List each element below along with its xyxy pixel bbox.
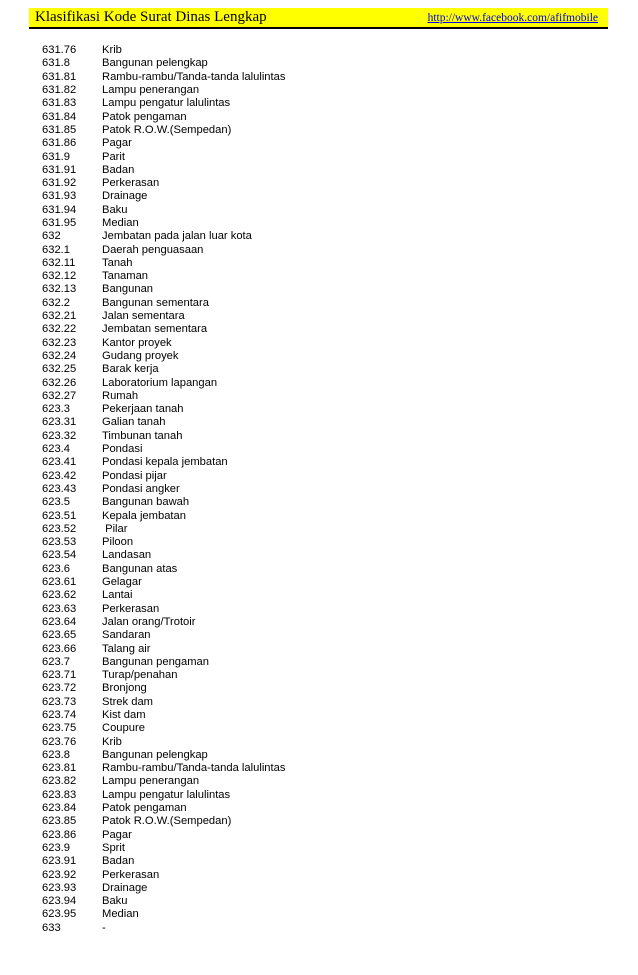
list-item bbox=[42, 855, 602, 868]
classification-label: Bangunan pengaman bbox=[102, 655, 209, 668]
list-item bbox=[42, 522, 602, 535]
list-item bbox=[42, 562, 602, 575]
list-item bbox=[42, 841, 602, 854]
list-item bbox=[42, 655, 602, 668]
list-item bbox=[42, 203, 602, 216]
classification-label: Daerah penguasaan bbox=[102, 243, 204, 256]
list-item bbox=[42, 615, 602, 628]
classification-label: Tanah bbox=[102, 256, 133, 269]
classification-code: 623.42 bbox=[42, 469, 77, 482]
classification-code: 632.25 bbox=[42, 363, 77, 376]
classification-code: 623.84 bbox=[42, 802, 77, 815]
facebook-link[interactable]: http://www.facebook.com/afifmobile bbox=[427, 11, 598, 24]
classification-code: 623.52 bbox=[42, 522, 77, 535]
list-item bbox=[42, 496, 602, 509]
classification-label: Kist dam bbox=[102, 708, 146, 721]
classification-code: 632.23 bbox=[42, 336, 77, 349]
list-item bbox=[42, 296, 602, 309]
list-item bbox=[42, 456, 602, 469]
list-item bbox=[42, 895, 602, 908]
classification-label: Perkerasan bbox=[102, 602, 160, 615]
classification-label: Rambu-rambu/Tanda-tanda lalulintas bbox=[102, 762, 286, 775]
list-item bbox=[42, 97, 602, 110]
list-item bbox=[42, 416, 602, 429]
classification-label: Timbunan tanah bbox=[102, 429, 183, 442]
list-item bbox=[42, 150, 602, 163]
classification-code: 623.92 bbox=[42, 868, 77, 881]
list-item bbox=[42, 482, 602, 495]
classification-label: Lampu pengatur lalulintas bbox=[102, 788, 231, 801]
classification-label: Pondasi bbox=[102, 443, 143, 456]
classification-code: 623.51 bbox=[42, 509, 77, 522]
list-item bbox=[42, 668, 602, 681]
classification-list bbox=[42, 44, 602, 935]
list-item bbox=[42, 137, 602, 150]
classification-code: 631.84 bbox=[42, 110, 77, 123]
classification-label: Lantai bbox=[102, 589, 133, 602]
classification-code: 623.62 bbox=[42, 589, 77, 602]
classification-label: Drainage bbox=[102, 190, 148, 203]
classification-code: 632.2 bbox=[42, 296, 70, 309]
classification-code: 623.81 bbox=[42, 762, 77, 775]
classification-code: 623.4 bbox=[42, 443, 70, 456]
classification-code: 631.91 bbox=[42, 163, 77, 176]
classification-code: 623.43 bbox=[42, 482, 77, 495]
list-item bbox=[42, 722, 602, 735]
classification-label: Pondasi pijar bbox=[102, 469, 167, 482]
list-item bbox=[42, 403, 602, 416]
classification-label: Badan bbox=[102, 855, 135, 868]
list-item bbox=[42, 243, 602, 256]
list-item bbox=[42, 336, 602, 349]
classification-code: 632.22 bbox=[42, 323, 77, 336]
classification-code: 623.85 bbox=[42, 815, 77, 828]
classification-code: 623.91 bbox=[42, 855, 77, 868]
classification-code: 631.85 bbox=[42, 123, 77, 136]
classification-label: Krib bbox=[102, 44, 122, 57]
classification-label: - bbox=[102, 921, 106, 934]
classification-code: 623.5 bbox=[42, 496, 70, 509]
classification-code: 623.61 bbox=[42, 576, 77, 589]
classification-code: 623.71 bbox=[42, 669, 77, 682]
classification-label: Jembatan pada jalan luar kota bbox=[102, 230, 252, 243]
classification-label: Median bbox=[102, 217, 139, 229]
classification-label: Baku bbox=[102, 203, 128, 216]
list-item bbox=[42, 908, 602, 921]
classification-label: Pondasi angker bbox=[102, 482, 180, 495]
list-item bbox=[42, 735, 602, 748]
list-item bbox=[42, 190, 602, 203]
classification-label: Strek dam bbox=[102, 695, 153, 708]
list-item bbox=[42, 70, 602, 83]
classification-code: 633 bbox=[42, 921, 61, 934]
classification-code: 623.93 bbox=[42, 881, 77, 894]
classification-label: Perkerasan bbox=[102, 868, 160, 881]
list-item bbox=[42, 535, 602, 548]
classification-code: 623.94 bbox=[42, 895, 77, 908]
classification-label: Piloon bbox=[102, 536, 134, 549]
classification-code: 623.6 bbox=[42, 562, 70, 575]
classification-code: 632.13 bbox=[42, 283, 77, 296]
classification-code: 623.53 bbox=[42, 536, 77, 549]
classification-code: 623.3 bbox=[42, 403, 70, 416]
classification-code: 623.7 bbox=[42, 655, 70, 668]
classification-code: 623.83 bbox=[42, 788, 77, 801]
classification-label: Patok R.O.W.(Sempedan) bbox=[102, 123, 232, 136]
classification-label: Bangunan pelengkap bbox=[102, 57, 208, 70]
classification-label: Coupure bbox=[102, 722, 145, 735]
classification-label: Barak kerja bbox=[102, 363, 159, 376]
classification-code: 623.74 bbox=[42, 708, 77, 721]
classification-code: 632.27 bbox=[42, 389, 77, 402]
classification-code: 631.86 bbox=[42, 137, 77, 150]
classification-code: 631.95 bbox=[42, 217, 77, 229]
classification-code: 623.41 bbox=[42, 456, 77, 469]
classification-code: 631.8 bbox=[42, 57, 70, 70]
classification-label: Pagar bbox=[102, 828, 132, 841]
classification-label: Baku bbox=[102, 895, 128, 908]
classification-label: Pilar bbox=[102, 522, 128, 535]
list-item bbox=[42, 363, 602, 376]
classification-code: 631.93 bbox=[42, 190, 77, 203]
list-item bbox=[42, 469, 602, 482]
list-item bbox=[42, 602, 602, 615]
list-item bbox=[42, 775, 602, 788]
list-item bbox=[42, 575, 602, 588]
list-item bbox=[42, 549, 602, 562]
list-item bbox=[42, 682, 602, 695]
list-item bbox=[42, 83, 602, 96]
list-item bbox=[42, 163, 602, 176]
classification-label: Bangunan pelengkap bbox=[102, 748, 208, 761]
classification-label: Turap/penahan bbox=[102, 669, 178, 682]
classification-code: 623.73 bbox=[42, 695, 77, 708]
classification-code: 632 bbox=[42, 230, 61, 243]
classification-label: Rambu-rambu/Tanda-tanda lalulintas bbox=[102, 70, 286, 83]
classification-label: Landasan bbox=[102, 549, 152, 562]
classification-code: 632.24 bbox=[42, 349, 77, 362]
classification-label: Laboratorium lapangan bbox=[102, 376, 218, 389]
list-item bbox=[42, 429, 602, 442]
classification-code: 623.66 bbox=[42, 642, 77, 655]
classification-label: Pekerjaan tanah bbox=[102, 403, 184, 416]
classification-label: Drainage bbox=[102, 881, 148, 894]
classification-code: 623.95 bbox=[42, 908, 77, 921]
list-item bbox=[42, 176, 602, 189]
list-item bbox=[42, 44, 602, 57]
list-item bbox=[42, 629, 602, 642]
list-item bbox=[42, 868, 602, 881]
classification-code: 623.72 bbox=[42, 682, 77, 695]
classification-label: Bangunan bbox=[102, 283, 154, 296]
list-item bbox=[42, 801, 602, 814]
classification-label: Bronjong bbox=[102, 682, 147, 695]
list-item bbox=[42, 216, 602, 229]
list-item bbox=[42, 642, 602, 655]
list-item bbox=[42, 921, 602, 934]
list-item bbox=[42, 708, 602, 721]
classification-code: 631.83 bbox=[42, 97, 77, 110]
classification-label: Patok pengaman bbox=[102, 802, 187, 815]
classification-label: Parit bbox=[102, 150, 126, 163]
list-item bbox=[42, 748, 602, 761]
list-item bbox=[42, 881, 602, 894]
list-item bbox=[42, 815, 602, 828]
list-item bbox=[42, 762, 602, 775]
classification-label: Tanaman bbox=[102, 270, 149, 283]
classification-code: 632.26 bbox=[42, 376, 77, 389]
classification-label: Pondasi kepala jembatan bbox=[102, 456, 228, 469]
list-item bbox=[42, 256, 602, 269]
classification-label: Gelagar bbox=[102, 576, 142, 589]
classification-label: Galian tanah bbox=[102, 416, 166, 429]
classification-label: Lampu penerangan bbox=[102, 84, 200, 97]
list-item bbox=[42, 376, 602, 389]
classification-label: Jembatan sementara bbox=[102, 323, 208, 336]
classification-code: 623.54 bbox=[42, 549, 77, 562]
classification-code: 623.32 bbox=[42, 429, 77, 442]
list-item bbox=[42, 442, 602, 455]
list-item bbox=[42, 828, 602, 841]
list-item bbox=[42, 589, 602, 602]
list-item bbox=[42, 110, 602, 123]
list-item bbox=[42, 788, 602, 801]
classification-code: 623.75 bbox=[42, 722, 77, 735]
classification-code: 632.1 bbox=[42, 243, 70, 256]
classification-label: Talang air bbox=[102, 642, 151, 655]
list-item bbox=[42, 309, 602, 322]
list-item bbox=[42, 230, 602, 243]
classification-label: Lampu penerangan bbox=[102, 775, 200, 788]
classification-label: Jalan orang/Trotoir bbox=[102, 615, 196, 628]
classification-code: 623.86 bbox=[42, 828, 77, 841]
classification-label: Bangunan atas bbox=[102, 562, 178, 575]
document-title: Klasifikasi Kode Surat Dinas Lengkap bbox=[35, 9, 267, 25]
classification-label: Patok R.O.W.(Sempedan) bbox=[102, 815, 232, 828]
classification-label: Rumah bbox=[102, 389, 139, 402]
list-item bbox=[42, 695, 602, 708]
classification-label: Perkerasan bbox=[102, 177, 160, 190]
classification-code: 623.64 bbox=[42, 615, 77, 628]
page-header bbox=[29, 8, 608, 29]
list-item bbox=[42, 283, 602, 296]
classification-code: 631.81 bbox=[42, 70, 77, 83]
classification-label: Sandaran bbox=[102, 629, 151, 642]
classification-label: Bangunan bawah bbox=[102, 496, 190, 509]
list-item bbox=[42, 509, 602, 522]
list-item bbox=[42, 57, 602, 70]
classification-label: Badan bbox=[102, 163, 135, 176]
list-item bbox=[42, 349, 602, 362]
classification-code: 631.76 bbox=[42, 44, 77, 57]
classification-label: Sprit bbox=[102, 841, 126, 854]
classification-label: Gudang proyek bbox=[102, 349, 179, 362]
classification-code: 623.82 bbox=[42, 775, 77, 788]
classification-code: 631.9 bbox=[42, 150, 70, 163]
list-item bbox=[42, 323, 602, 336]
classification-code: 623.31 bbox=[42, 416, 77, 429]
classification-code: 632.11 bbox=[42, 256, 76, 269]
classification-code: 623.65 bbox=[42, 629, 77, 642]
classification-code: 623.76 bbox=[42, 735, 77, 748]
classification-label: Krib bbox=[102, 735, 122, 748]
classification-code: 623.63 bbox=[42, 602, 77, 615]
classification-label: Jalan sementara bbox=[102, 310, 185, 323]
classification-code: 623.9 bbox=[42, 841, 70, 854]
classification-label: Lampu pengatur lalulintas bbox=[102, 97, 231, 110]
classification-code: 631.82 bbox=[42, 84, 77, 97]
classification-code: 623.8 bbox=[42, 748, 70, 761]
classification-label: Median bbox=[102, 908, 139, 921]
classification-label: Bangunan sementara bbox=[102, 296, 209, 309]
classification-label: Kepala jembatan bbox=[102, 509, 186, 522]
list-item bbox=[42, 123, 602, 136]
classification-code: 631.92 bbox=[42, 177, 77, 190]
classification-label: Kantor proyek bbox=[102, 336, 172, 349]
classification-label: Pagar bbox=[102, 137, 132, 150]
classification-code: 631.94 bbox=[42, 203, 77, 216]
classification-code: 632.21 bbox=[42, 310, 77, 323]
classification-label: Patok pengaman bbox=[102, 110, 187, 123]
list-item bbox=[42, 270, 602, 283]
classification-code: 632.12 bbox=[42, 270, 77, 283]
list-item bbox=[42, 389, 602, 402]
